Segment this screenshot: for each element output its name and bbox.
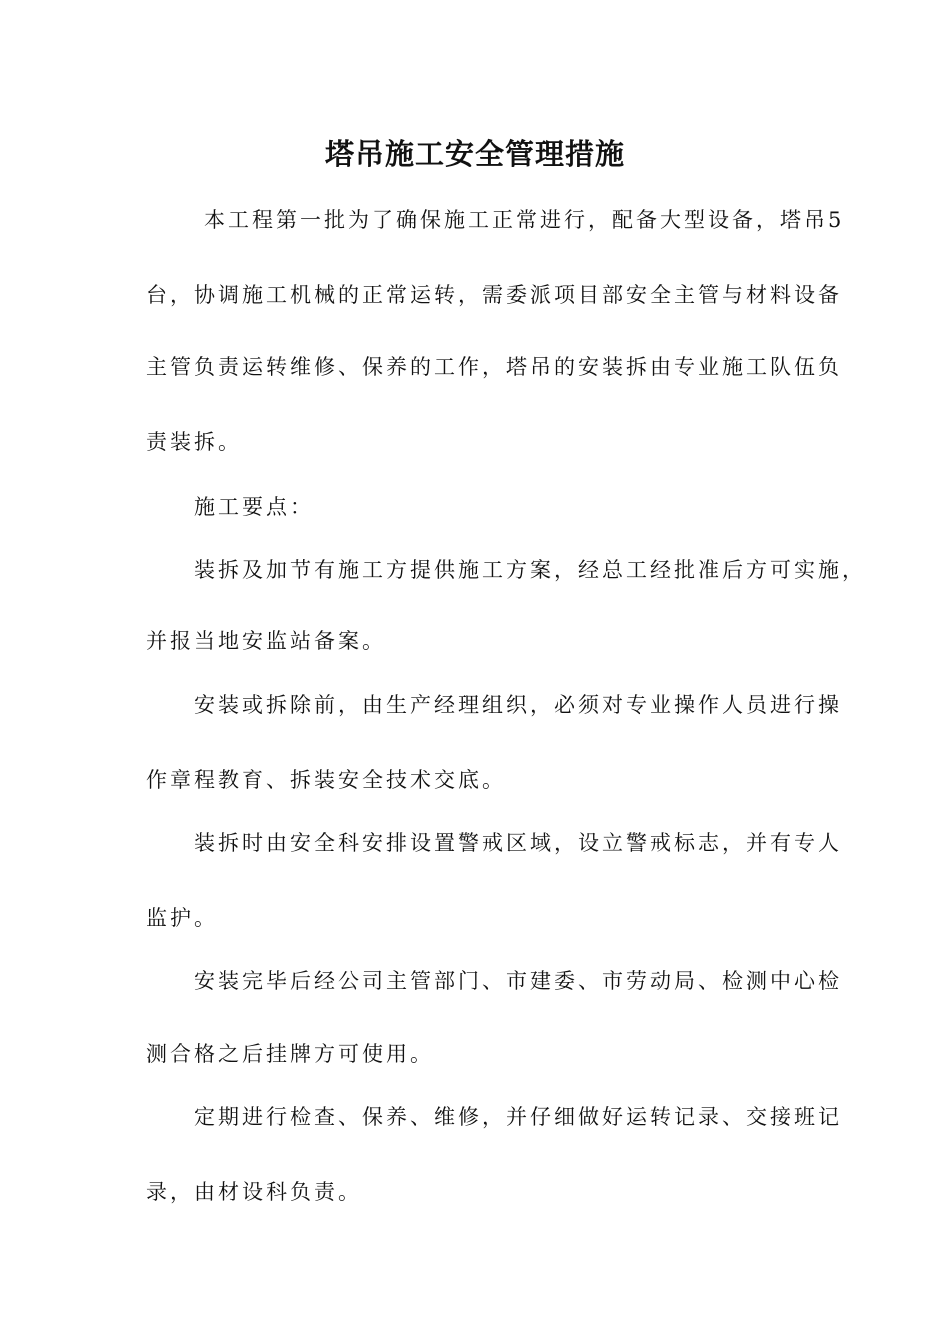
section-heading: 施工要点：	[194, 495, 314, 519]
paragraph-line: 装拆时由安全科安排设置警戒区域，设立警戒标志，并有专人	[194, 831, 842, 855]
paragraph-line: 测合格之后挂牌方可使用。	[146, 1042, 434, 1066]
paragraph-line: 台，协调施工机械的正常运转，需委派项目部安全主管与材料设备	[146, 283, 842, 307]
paragraph-line: 安装完毕后经公司主管部门、市建委、市劳动局、检测中心检	[194, 969, 842, 993]
paragraph-line: 安装或拆除前，由生产经理组织，必须对专业操作人员进行操	[194, 693, 842, 717]
paragraph-line: 责装拆。	[146, 430, 242, 454]
paragraph-line: 定期进行检查、保养、维修，并仔细做好运转记录、交接班记	[194, 1105, 842, 1129]
paragraph-line: 录，由材设科负责。	[146, 1180, 362, 1204]
paragraph-line: 作章程教育、拆装安全技术交底。	[146, 768, 506, 792]
paragraph-line: 主管负责运转维修、保养的工作，塔吊的安装拆由专业施工队伍负	[146, 355, 842, 379]
paragraph-line: 装拆及加节有施工方提供施工方案，经总工经批准后方可实施，	[194, 558, 866, 582]
paragraph-line: 本工程第一批为了确保施工正常进行，配备大型设备，塔吊5	[204, 208, 845, 232]
paragraph-line: 监护。	[146, 906, 218, 930]
document-title: 塔吊施工安全管理措施	[324, 137, 625, 171]
paragraph-line: 并报当地安监站备案。	[146, 629, 386, 653]
